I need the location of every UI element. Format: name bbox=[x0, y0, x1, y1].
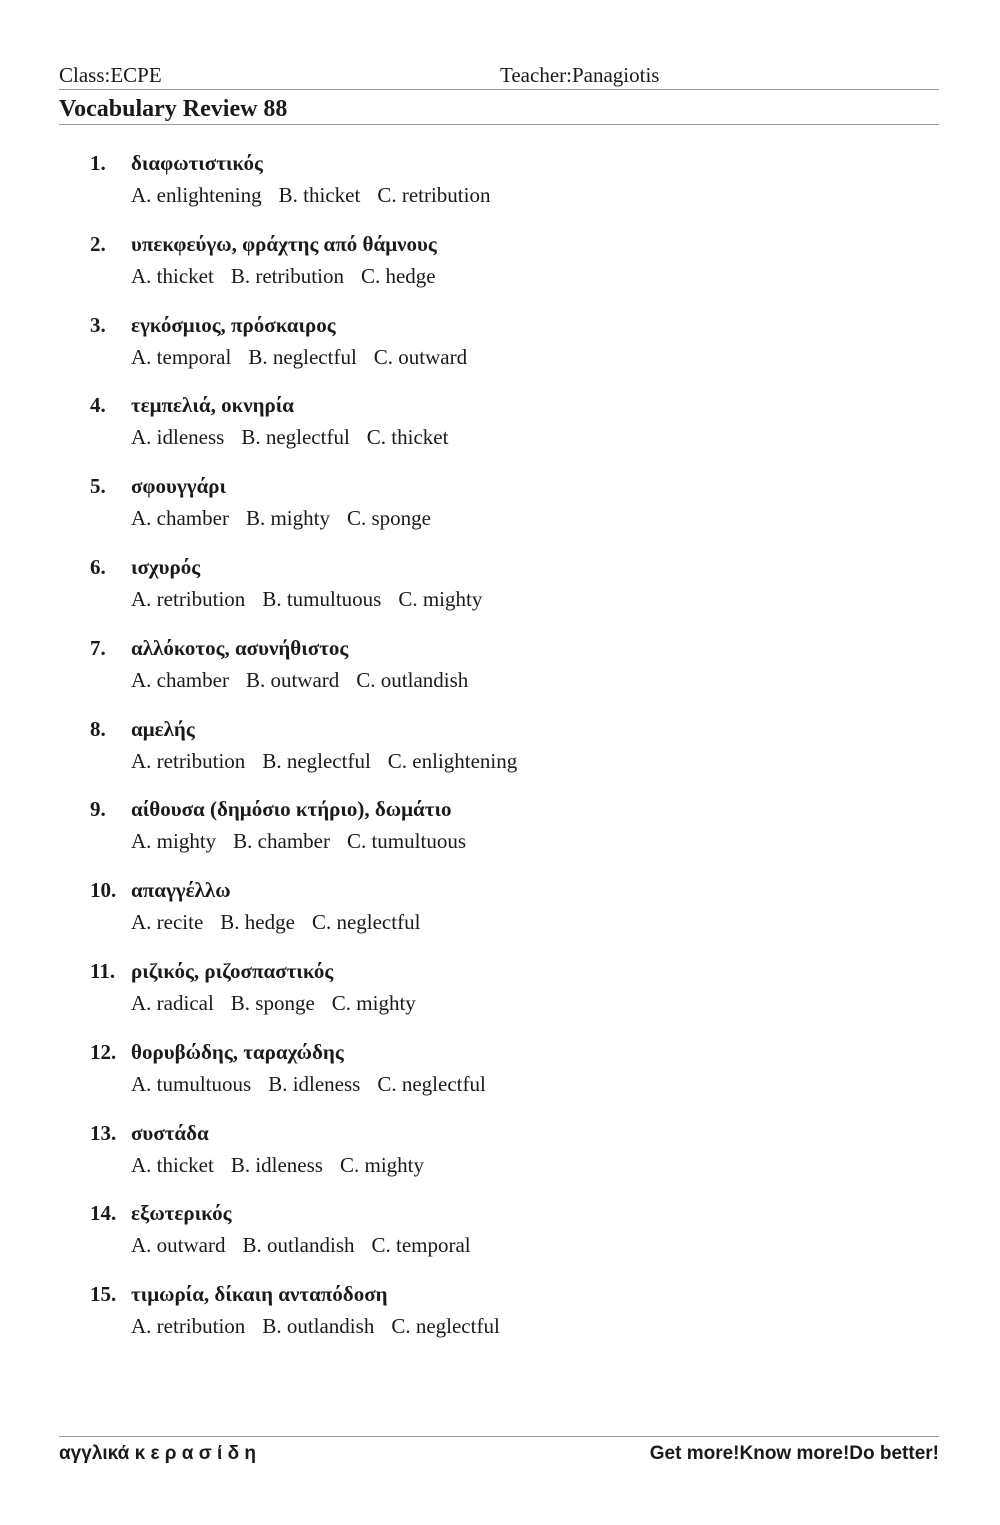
answer-options bbox=[131, 907, 437, 937]
question-term: εγκόσμιος, πρόσκαιρος bbox=[131, 312, 336, 337]
question-number: 10. bbox=[90, 878, 117, 903]
option-b[interactable]: B. thicket bbox=[278, 183, 361, 207]
option-a[interactable]: A. radical bbox=[131, 990, 214, 1015]
question-number: 9. bbox=[90, 797, 106, 822]
question-term: διαφωτιστικός bbox=[131, 151, 263, 175]
worksheet-header bbox=[59, 62, 939, 88]
option-a[interactable]: A. outward bbox=[131, 1233, 226, 1258]
question-number: 13. bbox=[90, 1120, 117, 1145]
option-a[interactable]: A. thicket bbox=[131, 263, 214, 288]
option-a[interactable]: A. chamber bbox=[131, 667, 229, 692]
option-c[interactable]: C. temporal bbox=[371, 1233, 471, 1258]
footer-slogan: Get more!Know more!Do better! bbox=[649, 1443, 939, 1464]
answer-options bbox=[131, 584, 499, 614]
question-item bbox=[0, 552, 1000, 633]
option-c[interactable]: C. neglectful bbox=[377, 1071, 486, 1096]
question-item bbox=[0, 956, 1000, 1037]
option-b[interactable]: B. hedge bbox=[220, 910, 295, 935]
question-term: υπεκφεύγω, φράχτης από θάμνους bbox=[131, 231, 437, 256]
answer-options bbox=[131, 988, 433, 1018]
option-a[interactable]: A. temporal bbox=[131, 344, 232, 369]
question-number: 14. bbox=[90, 1201, 117, 1226]
question-term: ισχυρός bbox=[131, 554, 201, 579]
option-c[interactable]: C. outward bbox=[373, 344, 468, 369]
option-b[interactable]: B. neglectful bbox=[241, 425, 350, 450]
option-c[interactable]: C. retribution bbox=[377, 183, 491, 207]
question-number: 5. bbox=[90, 474, 106, 499]
question-term: τιμωρία, δίκαιη ανταπόδοση bbox=[131, 1282, 388, 1307]
question-term: σφουγγάρι bbox=[131, 474, 227, 499]
option-c[interactable]: C. neglectful bbox=[311, 910, 421, 935]
question-term: τεμπελιά, οκνηρία bbox=[131, 393, 295, 418]
option-a[interactable]: A. retribution bbox=[131, 748, 246, 773]
option-b[interactable]: B. sponge bbox=[230, 990, 315, 1015]
answer-options bbox=[131, 826, 483, 856]
question-term: αμελής bbox=[131, 716, 195, 741]
option-c[interactable]: C. thicket bbox=[366, 425, 449, 450]
option-b[interactable]: B. neglectful bbox=[262, 748, 371, 773]
answer-options bbox=[131, 422, 465, 452]
option-b[interactable]: B. chamber bbox=[233, 829, 330, 854]
question-number: 11. bbox=[90, 958, 116, 983]
question-number: 15. bbox=[90, 1282, 117, 1307]
option-c[interactable]: C. hedge bbox=[360, 263, 436, 288]
question-item bbox=[0, 714, 1000, 795]
question-number: 12. bbox=[90, 1039, 117, 1064]
answer-options bbox=[131, 503, 448, 533]
question-term: συστάδα bbox=[131, 1120, 209, 1145]
question-item bbox=[0, 1279, 1000, 1360]
option-a[interactable]: A. enlightening bbox=[131, 183, 262, 207]
option-c[interactable]: C. tumultuous bbox=[346, 829, 466, 854]
option-b[interactable]: B. neglectful bbox=[248, 344, 357, 369]
question-item bbox=[0, 471, 1000, 552]
question-term: ριζικός, ριζοσπαστικός bbox=[131, 958, 334, 983]
question-item bbox=[0, 794, 1000, 875]
answer-options bbox=[131, 746, 534, 776]
option-a[interactable]: A. retribution bbox=[131, 1314, 246, 1339]
option-b[interactable]: B. idleness bbox=[268, 1071, 361, 1096]
option-c[interactable]: C. mighty bbox=[398, 586, 483, 611]
question-list bbox=[0, 148, 1000, 1360]
option-c[interactable]: C. neglectful bbox=[391, 1314, 500, 1339]
option-b[interactable]: B. mighty bbox=[245, 506, 330, 531]
question-item bbox=[0, 148, 1000, 229]
option-b[interactable]: B. idleness bbox=[230, 1152, 323, 1177]
answer-options bbox=[131, 1230, 488, 1260]
question-item bbox=[0, 1198, 1000, 1279]
option-c[interactable]: C. enlightening bbox=[387, 748, 518, 773]
option-a[interactable]: A. idleness bbox=[131, 425, 225, 450]
option-c[interactable]: C. outlandish bbox=[356, 667, 469, 692]
question-number: 8. bbox=[90, 716, 106, 741]
option-c[interactable]: C. mighty bbox=[331, 990, 416, 1015]
answer-options bbox=[131, 342, 484, 372]
question-item bbox=[0, 1037, 1000, 1118]
question-term: αλλόκοτος, ασυνήθιστος bbox=[131, 635, 349, 660]
question-item bbox=[0, 633, 1000, 714]
page-title: Vocabulary Review 88 bbox=[59, 96, 288, 122]
question-item bbox=[0, 229, 1000, 310]
answer-options bbox=[131, 1311, 517, 1341]
answer-options bbox=[131, 665, 485, 695]
question-number: 6. bbox=[90, 554, 106, 579]
option-b[interactable]: B. tumultuous bbox=[262, 586, 382, 611]
question-item bbox=[0, 310, 1000, 391]
question-number: 1. bbox=[90, 151, 106, 175]
class-label: Class:ECPE bbox=[59, 63, 162, 87]
question-item bbox=[0, 875, 1000, 956]
question-term: αίθουσα (δημόσιο κτήριο), δωμάτιο bbox=[131, 797, 452, 822]
teacher-label: Teacher:Panagiotis bbox=[500, 63, 660, 87]
option-a[interactable]: A. recite bbox=[131, 910, 204, 935]
question-term: απαγγέλλω bbox=[131, 878, 231, 903]
footer-divider bbox=[59, 1436, 939, 1437]
answer-options bbox=[131, 180, 507, 210]
option-a[interactable]: A. chamber bbox=[131, 506, 229, 531]
answer-options bbox=[131, 1150, 441, 1180]
question-number: 3. bbox=[90, 312, 106, 337]
option-c[interactable]: C. mighty bbox=[339, 1152, 424, 1177]
question-term: θορυβώδης, ταραχώδης bbox=[131, 1039, 344, 1064]
answer-options bbox=[131, 261, 453, 291]
option-a[interactable]: A. thicket bbox=[131, 1152, 214, 1177]
option-c[interactable]: C. sponge bbox=[346, 506, 431, 531]
option-b[interactable]: B. outward bbox=[245, 667, 340, 692]
header-divider bbox=[59, 89, 939, 90]
option-b[interactable]: B. outlandish bbox=[242, 1233, 355, 1258]
question-number: 4. bbox=[90, 393, 106, 418]
option-a[interactable]: A. retribution bbox=[131, 586, 246, 611]
question-item bbox=[0, 390, 1000, 471]
answer-options bbox=[131, 1069, 503, 1099]
question-number: 7. bbox=[90, 635, 106, 660]
title-divider bbox=[59, 124, 939, 125]
question-term: εξωτερικός bbox=[131, 1201, 232, 1226]
option-a[interactable]: A. tumultuous bbox=[131, 1071, 252, 1096]
footer-brand: αγγλικά κ ε ρ α σ ί δ η bbox=[59, 1443, 256, 1464]
question-number: 2. bbox=[90, 231, 106, 256]
option-a[interactable]: A. mighty bbox=[131, 829, 217, 854]
option-b[interactable]: B. retribution bbox=[230, 263, 344, 288]
question-item bbox=[0, 1118, 1000, 1199]
option-b[interactable]: B. outlandish bbox=[262, 1314, 375, 1339]
